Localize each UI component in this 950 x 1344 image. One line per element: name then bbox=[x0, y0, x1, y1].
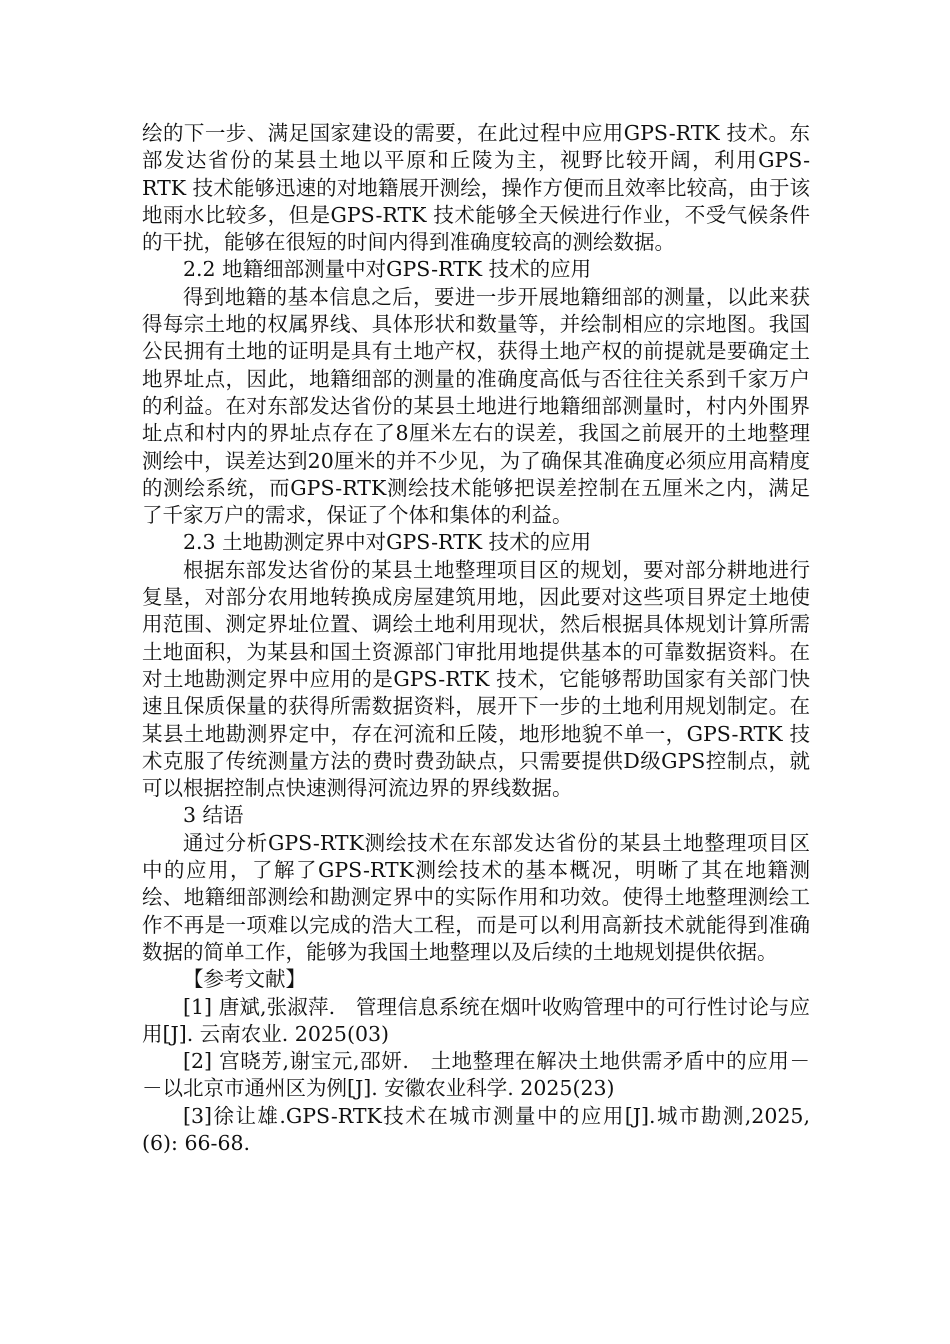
references-heading: 【参考文献】 bbox=[183, 967, 306, 992]
reference-item-2: [2] 宫晓芳,谢宝元,邵妍. 土地整理在解决土地供需矛盾中的应用－－以北京市通州区为例[J]. 安徽农业科学. 2025(23) bbox=[142, 1049, 810, 1101]
section-3-heading: 3 结语 bbox=[183, 803, 244, 828]
reference-item-3: [3]徐让雄.GPS-RTK技术在城市测量中的应用[J].城市勘测,2025,(6): 66-68. bbox=[142, 1103, 810, 1155]
reference-item-1: [1] 唐斌,张淑萍. 管理信息系统在烟叶收购管理中的可行性讨论与应用[J]. 云南农业. 2025(03) bbox=[142, 994, 810, 1046]
section-3-body: 通过分析GPS-RTK测绘技术在东部发达省份的某县土地整理项目区中的应用，了解了GPS-RTK测绘技术的基本概况，明晰了其在地籍测绘、地籍细部测绘和勘测定界中的实际作用和功效。使得土地整理测绘工作不再是一项难以完成的浩大工程，而是可以利用高新技术就能得到准确数据的简单工作，能够为我国土地整理以及后续的土地规划提供依据。 bbox=[142, 830, 810, 964]
section-2-3-body: 根据东部发达省份的某县土地整理项目区的规划，要对部分耕地进行复垦，对部分农用地转换成房屋建筑用地，因此要对这些项目界定土地使用范围、测定界址位置、调绘土地利用现状，然后根据具体规划计算所需土地面积，为某县和国土资源部门审批用地提供基本的可靠数据资料。在对土地勘测定界中应用的是GPS-RTK 技术，它能够帮助国家有关部门快速且保质保量的获得所需数据资料，展开下一步的土地利用规划制定。在某县土地勘测界定中，存在河流和丘陵，地形地貌不单一，GPS-RTK 技术克服了传统测量方法的费时费劲缺点，只需要提供D级GPS控制点，就可以根据控制点快速测得河流边界的界线数据。 bbox=[142, 557, 810, 801]
section-2-2-body: 得到地籍的基本信息之后，要进一步开展地籍细部的测量，以此来获得每宗土地的权属界线、具体形状和数量等，并绘制相应的宗地图。我国公民拥有土地的证明是具有土地产权，获得土地产权的前提就是要确定土地界址点，因此，地籍细部的测量的准确度高低与否往往关系到千家万户的利益。在对东部发达省份的某县土地进行地籍细部测量时，村内外围界址点和村内的界址点存在了8厘米左右的误差，我国之前展开的土地整理测绘中，误差达到20厘米的并不少见，为了确保其准确度必须应用高精度的测绘系统，而GPS-RTK测绘技术能够把误差控制在五厘米之内，满足了千家万户的需求，保证了个体和集体的利益。 bbox=[142, 284, 810, 528]
document-page bbox=[142, 120, 810, 1157]
section-2-2-heading: 2.2 地籍细部测量中对GPS-RTK 技术的应用 bbox=[183, 257, 592, 282]
section-2-3-heading: 2.3 土地勘测定界中对GPS-RTK 技术的应用 bbox=[183, 530, 592, 555]
opening-paragraph: 绘的下一步、满足国家建设的需要，在此过程中应用GPS-RTK 技术。东部发达省份的某县土地以平原和丘陵为主，视野比较开阔，利用GPS-RTK 技术能够迅速的对地籍展开测绘，操作方便而且效率比较高，由于该地雨水比较多，但是GPS-RTK 技术能够全天候进行作业，不受气候条件的干扰，能够在很短的时间内得到准确度较高的测绘数据。 bbox=[142, 121, 810, 255]
